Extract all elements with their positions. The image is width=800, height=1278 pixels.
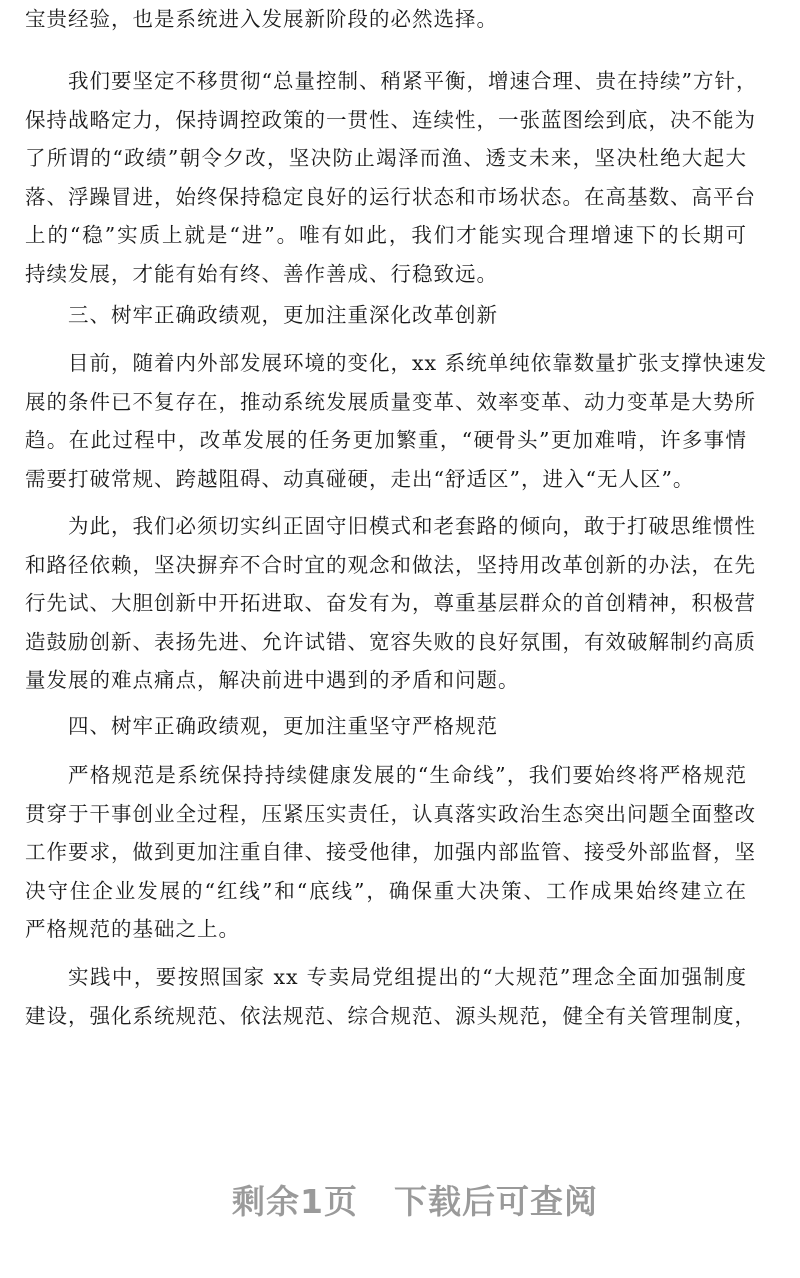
paragraph (25, 344, 768, 498)
text-line: 持续发展，才能有始有终、善作善成、行稳致远。 (25, 261, 498, 286)
text-line: 为此，我们必须切实纠正固守旧模式和老套路的倾向，敢于打破思维惯性 (68, 514, 756, 538)
text-line: 行先试、大胆创新中开拓进取、奋发有为，尊重基层群众的首创精神，积极营 (25, 591, 756, 615)
text-line: 落、浮躁冒进，始终保持稳定良好的运行状态和市场状态。在高基数、高平台 (25, 184, 756, 209)
text-line: 决守住企业发展的“红线”和“底线”，确保重大决策、工作成果始终建立在 (25, 878, 747, 903)
text-line: 宝贵经验，也是系统进入发展新阶段的必然选择。 (25, 7, 498, 31)
text-line: 需要打破常规、跨越阻碍、动真碰硬，走出“舒适区”，进入“无人区”。 (25, 466, 695, 491)
text-line: 量发展的难点痛点，解决前进中遇到的矛盾和问题。 (25, 668, 520, 692)
paragraph (25, 958, 756, 1035)
download-prompt[interactable] (0, 1176, 800, 1223)
text-line: 我们要坚定不移贯彻“总量控制、稍紧平衡，增速合理、贵在持续”方针， (68, 69, 758, 93)
text-line: 保持战略定力，保持调控政策的一贯性、连续性，一张蓝图绘到底，决不能为 (25, 107, 756, 132)
text-line: 建设，强化系统规范、依法规范、综合规范、源头规范，健全有关管理制度， (25, 1003, 756, 1028)
section-heading (68, 296, 790, 335)
text-line: 三、树牢正确政绩观，更加注重深化改革创新 (68, 303, 498, 327)
text-line: 趋。在此过程中，改革发展的任务更加繁重，“硬骨头”更加难啃，许多事情 (25, 428, 747, 452)
text-line: 实践中，要按照国家 xx 专卖局党组提出的“大规范”理念全面加强制度 (68, 965, 747, 989)
text-line: 四、树牢正确政绩观，更加注重坚守严格规范 (68, 714, 498, 738)
text-line: 上的“稳”实质上就是“进”。唯有如此，我们才能实现合理增速下的长期可 (25, 223, 747, 247)
text-line: 和路径依赖，坚决摒弃不合时宜的观念和做法，坚持用改革创新的办法，在先 (25, 552, 756, 577)
remaining-pages-text: 剩余1页 (232, 1182, 358, 1221)
text-line: 贯穿于干事创业全过程，压紧压实责任，认真落实政治生态突出问题全面整改 (25, 801, 756, 826)
text-line: 工作要求，做到更加注重自律、接受他律，加强内部监管、接受外部监督，坚 (25, 840, 756, 864)
text-line: 展的条件已不复存在，推动系统发展质量变革、效率变革、动力变革是大势所 (25, 389, 756, 414)
paragraph (25, 0, 747, 39)
paragraph (25, 62, 758, 293)
text-line: 目前，随着内外部发展环境的变化，xx 系统单纯依靠数量扩张支撑快速发 (68, 351, 768, 375)
paragraph (25, 507, 756, 700)
text-line: 严格规范的基础之上。 (25, 917, 240, 941)
text-line: 了所谓的“政绩”朝令夕改，坚决防止竭泽而渔、透支未来，坚决杜绝大起大 (25, 146, 747, 170)
section-heading (68, 707, 790, 746)
download-to-view-text: 下载后可查阅 (393, 1182, 598, 1221)
text-line: 严格规范是系统保持持续健康发展的“生命线”，我们要始终将严格规范 (68, 763, 747, 787)
text-line: 造鼓励创新、表扬先进、允许试错、宽容失败的良好氛围，有效破解制约高质 (25, 629, 756, 654)
paragraph (25, 756, 756, 949)
